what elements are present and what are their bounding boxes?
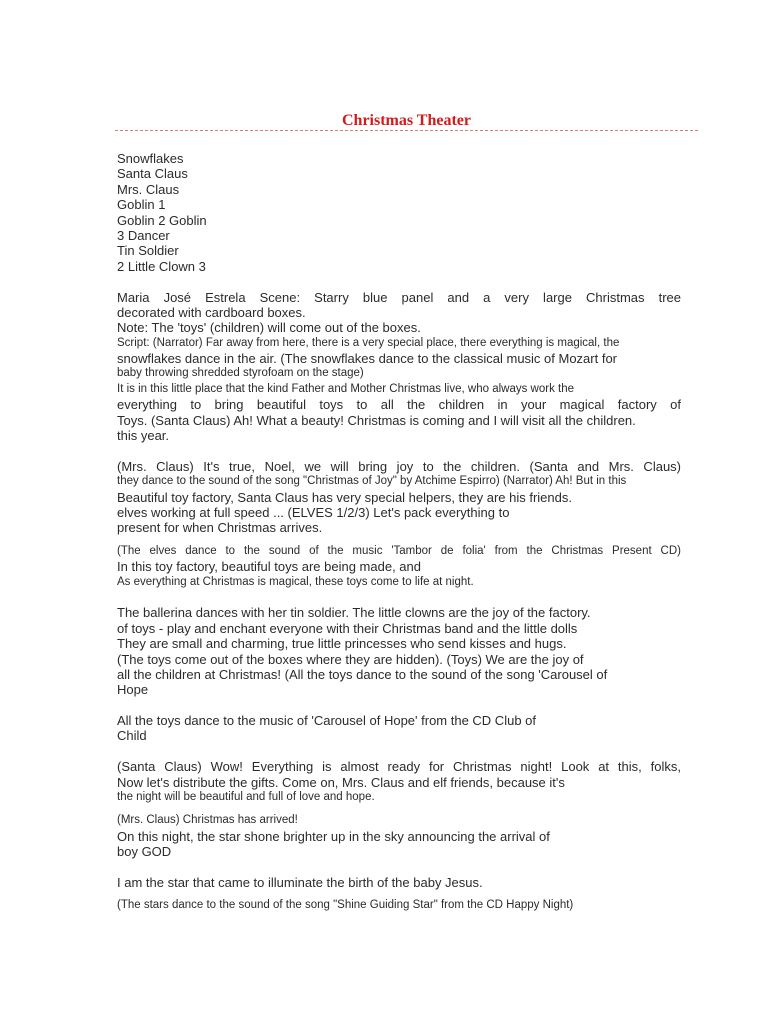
text-line: baby throwing shredded styrofoam on the stage)	[117, 367, 364, 380]
text-line: (The stars dance to the sound of the song "Shine Guiding Star" from the CD Happy Night)	[117, 899, 574, 912]
cast-item: 2 Little Clown 3	[117, 258, 206, 274]
document-title: Christmas Theater	[341, 112, 472, 129]
title-block	[115, 111, 698, 131]
text-line: As everything at Christmas is magical, these toys come to life at night.	[117, 575, 474, 588]
text-line: of toys - play and enchant everyone with their Christmas band and the little dolls	[117, 620, 578, 636]
text-line: elves working at full speed ... (ELVES 1/2/3) Let's pack everything to	[117, 504, 510, 520]
text-line: Toys. (Santa Claus) Ah! What a beauty! Christmas is coming and I will visit all the children.	[117, 412, 636, 428]
text-line: Child	[117, 728, 147, 744]
text-line: It is in this little place that the kind Father and Mother Christmas live, who always work the	[117, 382, 575, 395]
title-divider	[115, 130, 698, 131]
text-line: Hope	[117, 682, 149, 698]
text-line: They are small and charming, true little princesses who send kisses and hugs.	[117, 636, 567, 652]
cast-item: Goblin 1	[117, 197, 166, 213]
text-line: this year.	[117, 428, 170, 444]
text-line: Script: (Narrator) Far away from here, there is a very special place, there everything is magical, the	[117, 336, 620, 349]
text-line: decorated with cardboard boxes.	[117, 304, 306, 320]
text-line: On this night, the star shone brighter up in the sky announcing the arrival of	[117, 828, 550, 844]
text-line: (Mrs. Claus) Christmas has arrived!	[117, 814, 298, 827]
text-line: they dance to the sound of the song "Christmas of Joy" by Atchime Espirro) (Narrator) Ah! But in this	[117, 475, 627, 488]
text-line: boy GOD	[117, 844, 172, 860]
cast-item: Santa Claus	[117, 166, 188, 182]
text-line: All the toys dance to the music of 'Carousel of Hope' from the CD Club of	[117, 713, 536, 729]
cast-item: Goblin 2 Goblin	[117, 212, 207, 228]
text-line: Note: The 'toys' (children) will come out of the boxes.	[117, 320, 421, 336]
text-line: (The toys come out of the boxes where they are hidden). (Toys) We are the joy of	[117, 651, 584, 667]
cast-item: Snowflakes	[117, 151, 184, 166]
paragraph-santa	[117, 759, 681, 805]
paragraph-star	[117, 875, 681, 890]
text-line: all the children at Christmas! (All the toys dance to the sound of the song 'Carousel of	[117, 666, 608, 682]
cast-item: Tin Soldier	[117, 243, 179, 259]
cast-list	[117, 151, 681, 274]
text-line: I am the star that came to illuminate the birth of the baby Jesus.	[117, 874, 483, 890]
paragraph-scene	[117, 290, 681, 444]
paragraph-carousel	[117, 713, 681, 744]
text-line: everything to bring beautiful toys to all the children in your magical factory of	[117, 397, 681, 413]
text-line: Now let's distribute the gifts. Come on, Mrs. Claus and elf friends, because it's	[117, 774, 565, 790]
text-line: The ballerina dances with her tin soldier. The little clowns are the joy of the factory.	[117, 605, 591, 621]
paragraph-star-arrival	[117, 813, 681, 859]
text-line: snowflakes dance in the air. (The snowflakes dance to the classical music of Mozart for	[117, 351, 618, 367]
cast-item: Mrs. Claus	[117, 181, 180, 197]
paragraph-toys	[117, 605, 681, 697]
text-line: Beautiful toy factory, Santa Claus has very special helpers, they are his friends.	[117, 489, 572, 505]
text-line: In this toy factory, beautiful toys are being made, and	[117, 559, 421, 575]
text-line: (Santa Claus) Wow! Everything is almost ready for Christmas night! Look at this, folks,	[117, 759, 681, 775]
text-line: the night will be beautiful and full of love and hope.	[117, 791, 375, 804]
text-line: present for when Christmas arrives.	[117, 520, 323, 536]
text-line: (Mrs. Claus) It's true, Noel, we will bring joy to the children. (Santa and Mrs. Claus)	[117, 458, 681, 474]
cast-item: 3 Dancer	[117, 227, 170, 243]
paragraph-elves	[117, 544, 681, 590]
text-line: Maria José Estrela Scene: Starry blue panel and a very large Christmas tree	[117, 289, 681, 305]
document-body	[117, 151, 681, 914]
paragraph-factory	[117, 459, 681, 536]
text-line: (The elves dance to the sound of the music 'Tambor de folia' from the Christmas Present CD)	[117, 544, 681, 557]
paragraph-stars-dance	[117, 898, 681, 913]
